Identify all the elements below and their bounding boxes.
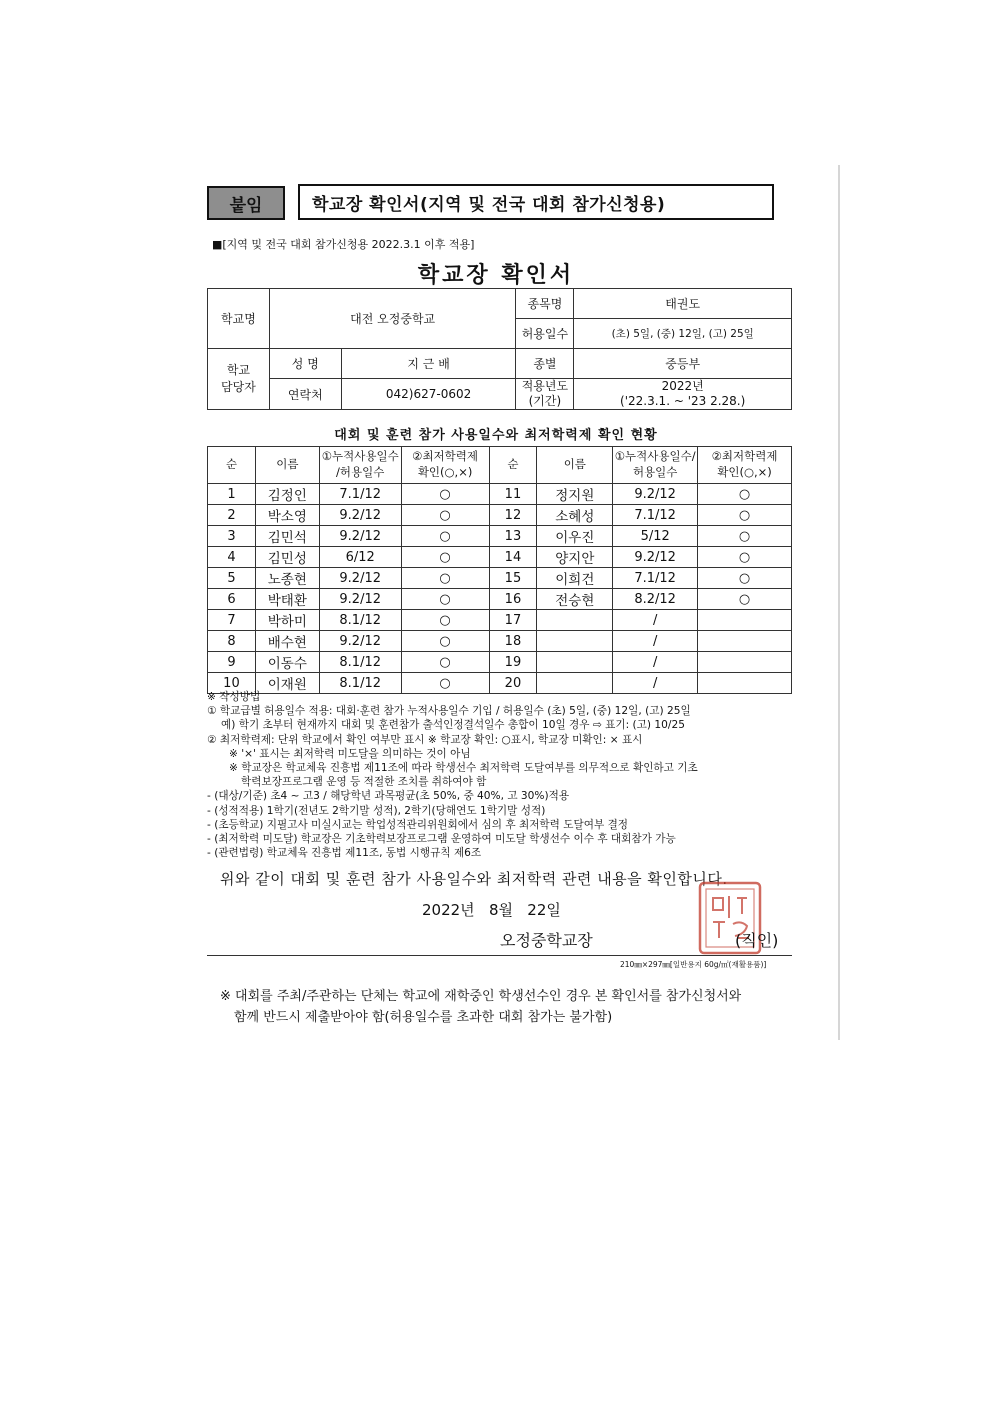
row-number-right: 19 bbox=[489, 652, 537, 673]
row-number-left: 2 bbox=[208, 505, 256, 526]
header-check-left-line1: ②최저학력제 bbox=[412, 449, 478, 464]
manager-label bbox=[208, 349, 270, 410]
instruction-line: ② 최저학력제: 단위 학교에서 확인 여부만 표시 ※ 학교장 확인: ○표시, 학교장 미확인: × 표시 bbox=[207, 733, 643, 746]
header-check-right-line1: ②최저학력제 bbox=[711, 449, 778, 464]
athlete-roster-table bbox=[207, 446, 792, 694]
instruction-line: - (대상/기준) 초4 ~ 고3 / 해당학년 과목평균(초 50%, 중 40%, 고 30%)적용 bbox=[207, 790, 570, 803]
days-ratio-left: 8.1/12 bbox=[319, 673, 401, 694]
days-ratio-left: 9.2/12 bbox=[319, 631, 401, 652]
instruction-line: - (관련법령) 학교체육 진흥법 제11조, 동법 시행규칙 제6조 bbox=[207, 847, 482, 860]
row-number-left: 4 bbox=[208, 547, 256, 568]
days-ratio-right: 9.2/12 bbox=[613, 484, 698, 505]
row-number-right: 11 bbox=[489, 484, 537, 505]
table-row bbox=[208, 547, 792, 568]
bottom-divider bbox=[207, 955, 792, 956]
athlete-name-left: 이재원 bbox=[255, 673, 319, 694]
days-ratio-left: 9.2/12 bbox=[319, 589, 401, 610]
athlete-name-left: 노종현 bbox=[255, 568, 319, 589]
row-number-right: 14 bbox=[489, 547, 537, 568]
section-title: 대회 및 훈련 참가 사용일수와 최저학력제 확인 현황 bbox=[334, 428, 658, 443]
athlete-name-right bbox=[537, 610, 613, 631]
roster-body bbox=[208, 484, 792, 694]
header-days-left bbox=[319, 447, 401, 484]
min-academic-check-right bbox=[698, 631, 792, 652]
attachment-badge: 붙임 bbox=[207, 186, 285, 220]
confirmation-statement: 위와 같이 대회 및 훈련 참가 사용일수와 최저학력 관련 내용을 확인합니다. bbox=[220, 870, 728, 888]
table-row bbox=[208, 526, 792, 547]
row-number-left: 9 bbox=[208, 652, 256, 673]
instruction-line: 학력보장프로그램 운영 등 적절한 조치를 취하여야 함 bbox=[241, 776, 487, 789]
contact-value: 042)627-0602 bbox=[341, 379, 516, 410]
athlete-name-right: 소혜성 bbox=[537, 505, 613, 526]
school-value: 대전 오정중학교 bbox=[269, 289, 516, 349]
row-number-left: 5 bbox=[208, 568, 256, 589]
athlete-name-left: 김민석 bbox=[255, 526, 319, 547]
days-ratio-right: / bbox=[613, 610, 698, 631]
instruction-line: 예) 학기 초부터 현재까지 대회 및 훈련참가 출석인정결석일수 총합이 10일 경우 ⇨ 표기: (고) 10/25 bbox=[221, 719, 685, 732]
header-no-left: 순 bbox=[208, 447, 256, 484]
days-ratio-right: 5/12 bbox=[613, 526, 698, 547]
category-label: 종별 bbox=[516, 349, 574, 379]
header-check-right bbox=[698, 447, 792, 484]
athlete-name-left: 이동수 bbox=[255, 652, 319, 673]
table-row bbox=[208, 568, 792, 589]
min-academic-check-right: ○ bbox=[698, 505, 792, 526]
athlete-name-left: 배수현 bbox=[255, 631, 319, 652]
allowed-days-label: 허용일수 bbox=[516, 319, 574, 349]
instruction-line: ① 학교급별 허용일수 적용: 대회·훈련 참가 누적사용일수 기입 / 허용일수 (초) 5일, (중) 12일, (고) 25일 bbox=[207, 705, 691, 718]
contact-label: 연락처 bbox=[269, 379, 341, 410]
header-days-left-line2: /허용일수 bbox=[336, 465, 385, 479]
table-row bbox=[208, 610, 792, 631]
writing-instructions bbox=[207, 690, 797, 860]
seal-label: (직인) bbox=[735, 931, 779, 950]
athlete-name-left: 김정인 bbox=[255, 484, 319, 505]
header-days-right bbox=[613, 447, 698, 484]
table-row bbox=[208, 652, 792, 673]
instruction-line: ※ 작성방법 bbox=[207, 691, 261, 703]
athlete-name-right: 정지원 bbox=[537, 484, 613, 505]
school-label: 학교명 bbox=[208, 289, 270, 349]
min-academic-check-left: ○ bbox=[401, 505, 489, 526]
instruction-line: - (초등학교) 지필고사 미실시교는 학업성적관리위원회에서 심의 후 최저학력 도달여부 결정 bbox=[207, 818, 629, 831]
row-number-left: 3 bbox=[208, 526, 256, 547]
days-ratio-right: 8.2/12 bbox=[613, 589, 698, 610]
row-number-right: 15 bbox=[489, 568, 537, 589]
header-check-left bbox=[401, 447, 489, 484]
event-value: 태권도 bbox=[574, 289, 792, 319]
days-ratio-left: 9.2/12 bbox=[319, 526, 401, 547]
header-days-left-line1: ①누적사용일수 bbox=[321, 449, 399, 464]
header-days-right-line2: 허용일수 bbox=[632, 465, 678, 479]
athlete-name-right bbox=[537, 652, 613, 673]
event-label: 종목명 bbox=[516, 289, 574, 319]
min-academic-check-left: ○ bbox=[401, 547, 489, 568]
min-academic-check-right: ○ bbox=[698, 568, 792, 589]
manager-label-line1: 학교 bbox=[226, 363, 251, 377]
days-ratio-right: 7.1/12 bbox=[613, 568, 698, 589]
min-academic-check-left: ○ bbox=[401, 589, 489, 610]
table-row bbox=[208, 589, 792, 610]
athlete-name-right: 이우진 bbox=[537, 526, 613, 547]
header-days-right-line1: ①누적사용일수/ bbox=[614, 449, 696, 464]
row-number-left: 10 bbox=[208, 673, 256, 694]
min-academic-check-left: ○ bbox=[401, 652, 489, 673]
days-ratio-left: 8.1/12 bbox=[319, 652, 401, 673]
paper-spec-note: 210㎜×297㎜[일반용지 60g/㎡(재활용품)] bbox=[620, 960, 767, 969]
header-name-left: 이름 bbox=[255, 447, 319, 484]
row-number-left: 6 bbox=[208, 589, 256, 610]
days-ratio-right: / bbox=[613, 673, 698, 694]
min-academic-check-right bbox=[698, 652, 792, 673]
athlete-name-right: 이희건 bbox=[537, 568, 613, 589]
instruction-line: ※ 학교장은 학교체육 진흥법 제11조에 따라 학생선수 최저학력 도달여부를 의무적으로 확인하고 기초 bbox=[229, 762, 698, 775]
days-ratio-right: 9.2/12 bbox=[613, 547, 698, 568]
days-ratio-left: 7.1/12 bbox=[319, 484, 401, 505]
row-number-left: 7 bbox=[208, 610, 256, 631]
year-value bbox=[574, 379, 792, 410]
table-row bbox=[208, 631, 792, 652]
instruction-line: - (성적적용) 1학기(전년도 2학기말 성적), 2학기(당해연도 1학기말 성적) bbox=[207, 804, 546, 817]
manager-label-line2: 담당자 bbox=[221, 380, 256, 394]
min-academic-check-right: ○ bbox=[698, 484, 792, 505]
person-name-value: 지 근 배 bbox=[341, 349, 516, 379]
row-number-right: 17 bbox=[489, 610, 537, 631]
main-title: 학교장 확인서 bbox=[417, 263, 575, 288]
days-ratio-left: 8.1/12 bbox=[319, 610, 401, 631]
min-academic-check-right: ○ bbox=[698, 589, 792, 610]
row-number-right: 13 bbox=[489, 526, 537, 547]
year-label-line2: (기간) bbox=[528, 394, 562, 408]
instruction-line: - (최저학력 미도달) 학교장은 기초학력보장프로그램 운영하여 미도달 학생선수 이수 후 대회참가 가능 bbox=[207, 833, 676, 846]
row-number-left: 1 bbox=[208, 484, 256, 505]
min-academic-check-left: ○ bbox=[401, 568, 489, 589]
days-ratio-left: 9.2/12 bbox=[319, 568, 401, 589]
school-info-table bbox=[207, 288, 792, 410]
category-value: 중등부 bbox=[574, 349, 792, 379]
row-number-right: 18 bbox=[489, 631, 537, 652]
athlete-name-left: 박하미 bbox=[255, 610, 319, 631]
athlete-name-right: 전승현 bbox=[537, 589, 613, 610]
year-value-line2: ('22.3.1. ~ '23 2.28.) bbox=[620, 394, 746, 408]
allowed-days-value: (초) 5일, (중) 12일, (고) 25일 bbox=[574, 319, 792, 349]
principal-signature: 오정중학교장 bbox=[500, 931, 593, 950]
athlete-name-left: 박소영 bbox=[255, 505, 319, 526]
footer-note-line1: ※ 대회를 주최/주관하는 단체는 학교에 재학중인 학생선수인 경우 본 확인서를 참가신청서와 bbox=[220, 989, 742, 1004]
header-name-right: 이름 bbox=[537, 447, 613, 484]
min-academic-check-right: ○ bbox=[698, 547, 792, 568]
min-academic-check-left: ○ bbox=[401, 484, 489, 505]
athlete-name-right bbox=[537, 631, 613, 652]
footer-note-line2: 함께 반드시 제출받아야 함(허용일수를 초과한 대회 참가는 불가함) bbox=[234, 1010, 613, 1025]
athlete-name-right: 양지안 bbox=[537, 547, 613, 568]
confirmation-date: 2022년 8월 22일 bbox=[422, 901, 561, 919]
min-academic-check-left: ○ bbox=[401, 673, 489, 694]
athlete-name-left: 박태환 bbox=[255, 589, 319, 610]
min-academic-check-left: ○ bbox=[401, 631, 489, 652]
row-number-right: 16 bbox=[489, 589, 537, 610]
min-academic-check-left: ○ bbox=[401, 526, 489, 547]
year-value-line1: 2022년 bbox=[661, 379, 704, 393]
document-title-box: 학교장 확인서(지역 및 전국 대회 참가신청용) bbox=[298, 184, 774, 220]
row-number-left: 8 bbox=[208, 631, 256, 652]
days-ratio-left: 6/12 bbox=[319, 547, 401, 568]
applicability-note: ■[지역 및 전국 대회 참가신청용 2022.3.1 이후 적용] bbox=[212, 238, 475, 251]
instruction-line: ※ '×' 표시는 최저학력 미도달을 의미하는 것이 아님 bbox=[229, 747, 471, 760]
header-no-right: 순 bbox=[489, 447, 537, 484]
row-number-right: 20 bbox=[489, 673, 537, 694]
person-name-label: 성 명 bbox=[269, 349, 341, 379]
athlete-name-left: 김민성 bbox=[255, 547, 319, 568]
row-number-right: 12 bbox=[489, 505, 537, 526]
header-check-left-line2: 확인(○,×) bbox=[417, 465, 473, 479]
min-academic-check-left: ○ bbox=[401, 610, 489, 631]
days-ratio-right: 7.1/12 bbox=[613, 505, 698, 526]
min-academic-check-right: ○ bbox=[698, 526, 792, 547]
table-row bbox=[208, 505, 792, 526]
header-check-right-line2: 확인(○,×) bbox=[717, 465, 772, 479]
year-label-line1: 적용년도 bbox=[521, 379, 569, 393]
days-ratio-left: 9.2/12 bbox=[319, 505, 401, 526]
table-row bbox=[208, 484, 792, 505]
days-ratio-right: / bbox=[613, 631, 698, 652]
min-academic-check-right bbox=[698, 610, 792, 631]
footer-note bbox=[220, 986, 741, 1028]
year-label bbox=[516, 379, 574, 410]
days-ratio-right: / bbox=[613, 652, 698, 673]
